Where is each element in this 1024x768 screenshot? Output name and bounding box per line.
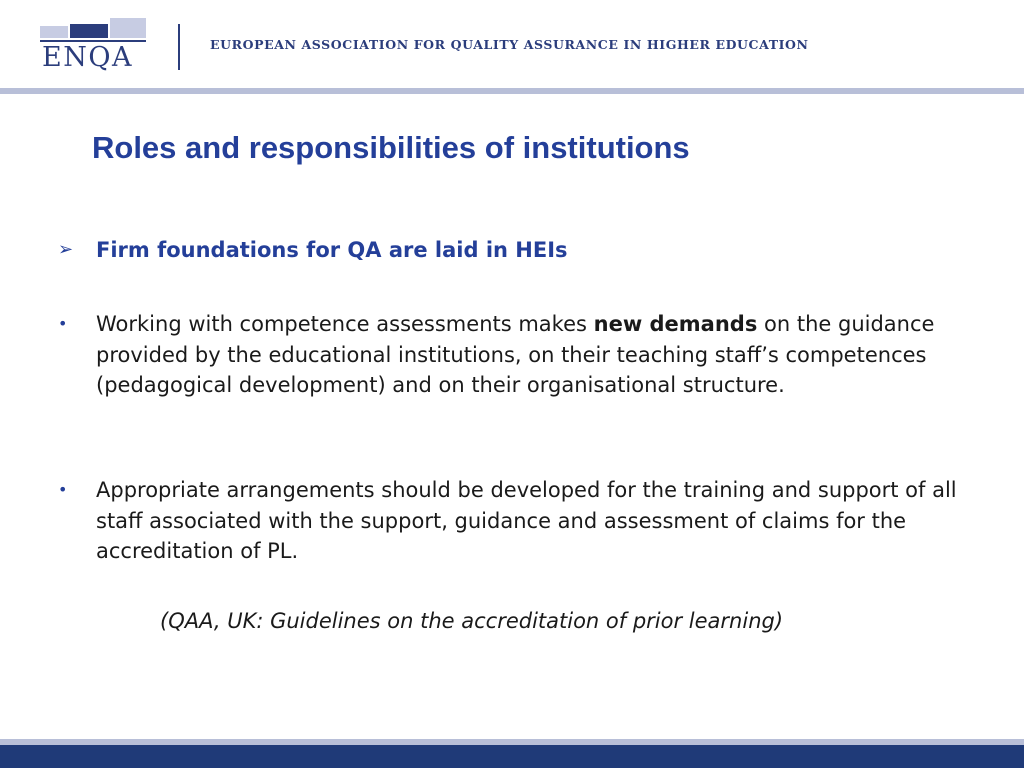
header-divider bbox=[178, 24, 180, 70]
logo-wordmark: ENQA bbox=[42, 42, 133, 73]
enqa-logo bbox=[40, 18, 150, 74]
bullet-dot-icon: • bbox=[58, 480, 68, 499]
citation: (QAA, UK: Guidelines on the accreditation of prior learning) bbox=[160, 609, 784, 633]
logo-square-light bbox=[110, 18, 146, 38]
footer-band-dark bbox=[0, 745, 1024, 768]
bullet-dot-icon: • bbox=[58, 314, 68, 333]
logo-square-small bbox=[40, 26, 68, 38]
organization-name: EUROPEAN ASSOCIATION FOR QUALITY ASSURANCE IN HIGHER EDUCATION bbox=[210, 37, 809, 52]
arrow-point-text: Firm foundations for QA are laid in HEIs bbox=[96, 238, 568, 262]
bullet-text bbox=[96, 309, 986, 401]
arrow-bullet-icon: ➢ bbox=[58, 239, 74, 260]
bullet-text-lead: Working with competence assessments makes bbox=[96, 312, 594, 336]
bullet-text: Appropriate arrangements should be developed for the training and support of all staff associated with the support, guidance and assessment of claims for the accreditation of PL. bbox=[96, 478, 957, 563]
header-band bbox=[0, 88, 1024, 94]
slide-title: Roles and responsibilities of institutions bbox=[92, 130, 690, 165]
logo-square-dark bbox=[70, 24, 108, 38]
bullet-text-rest: on the guidance provided by the educational institutions, on their teaching staff’s competences (pedagogical development) and on their organisational structure. bbox=[96, 312, 935, 397]
slide-header bbox=[0, 0, 1024, 86]
bullet-emphasis: new demands bbox=[593, 312, 758, 336]
